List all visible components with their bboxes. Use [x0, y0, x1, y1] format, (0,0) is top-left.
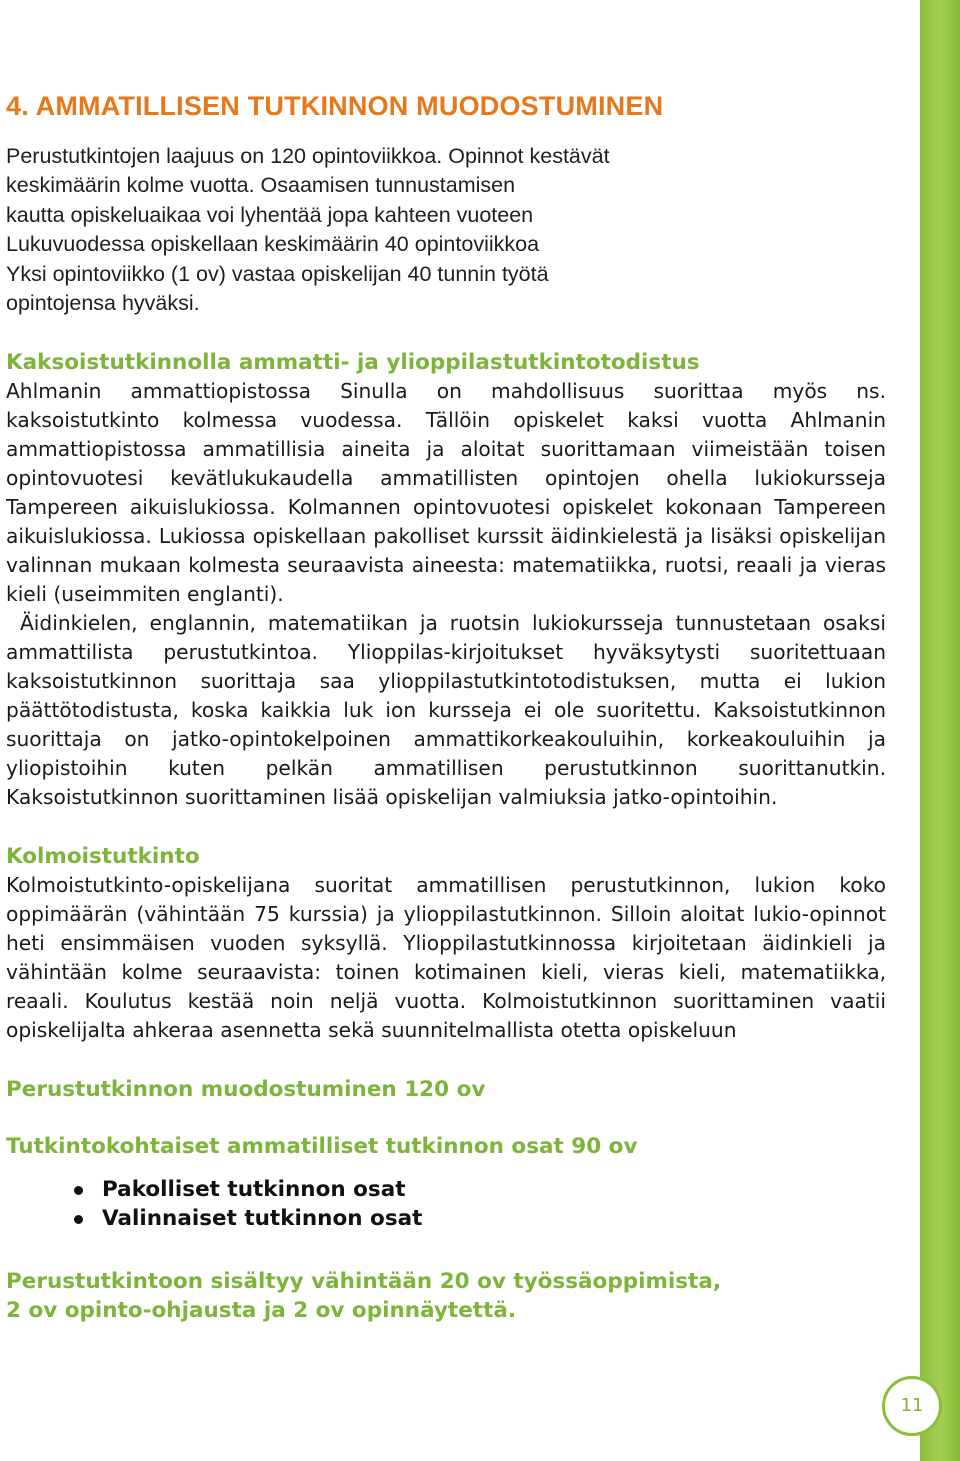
- intro-line: kautta opiskeluaikaa voi lyhentää jopa kahteen vuoteen: [6, 202, 534, 227]
- page-number: 11: [882, 1376, 942, 1436]
- section-heading-double-degree: Kaksoistutkinnolla ammatti- ja ylioppilastutkintotodistus: [6, 350, 700, 376]
- page-title: 4. AMMATILLISEN TUTKINNON MUODOSTUMINEN: [6, 91, 664, 121]
- decorative-sidebar: [920, 0, 960, 1461]
- list-item: [102, 1204, 886, 1233]
- intro-line: Lukuvuodessa opiskellaan keskimäärin 40 opintoviikkoa: [6, 232, 540, 257]
- summary-footer-line: 2 ov opinto-ohjausta ja 2 ov opinnäytettä.: [6, 1298, 517, 1324]
- degree-parts-list: [6, 1175, 886, 1233]
- section-paragraph: Ahlmanin ammattiopistossa Sinulla on mahdollisuus suorittaa myös ns. kaksoistutkinto kolmessa vuodessa. Tällöin opiskelet kaksi vuotta Ahlmanin ammattiopistossa ammatillisia aineita ja aloitat suorittamaan viimeistään toisen opintovuotesi kevätlukukaudella ammatillisten opintojen ohella lukiokursseja Tampereen aikuislukiossa. Kolmannen opintovuotesi opiskelet kokonaan Tampereen aikuislukiossa. Lukiossa opiskellaan pakolliset kurssit äidinkielestä ja lisäksi opiskelijan valinnan mukaan kolmesta seuraavista aineesta: matematiikka, ruotsi, reaali ja vieras kieli (useimmiten englanti).: [6, 379, 886, 607]
- summary-footer-line: Perustutkintoon sisältyy vähintään 20 ov työssäoppimista,: [6, 1269, 722, 1295]
- summary-heading-basic-degree: Perustutkinnon muodostuminen 120 ov: [6, 1077, 486, 1103]
- summary-heading-vocational-parts: Tutkintokohtaiset ammatilliset tutkinnon osat 90 ov: [6, 1134, 638, 1160]
- page-content: [6, 88, 886, 1325]
- intro-line: keskimäärin kolme vuotta. Osaamisen tunnustamisen: [6, 173, 516, 198]
- list-item: [102, 1175, 886, 1204]
- bullet-icon: [74, 1215, 83, 1224]
- bullet-icon: [74, 1186, 83, 1195]
- intro-line: Perustutkintojen laajuus on 120 opintoviikkoa. Opinnot kestävät: [6, 144, 610, 168]
- section-paragraph: Äidinkielen, englannin, matematiikan ja ruotsin lukiokursseja tunnustetaan osaksi ammattilista perustutkintoa. Ylioppilas-kirjoitukset hyväksytysti suoritettuaan kaksoistutkinnon suorittaja saa ylioppilastutkintotodistuksen, mutta ei lukion päättötodistusta, koska kaikkia luk ion kursseja ei ole suoritettu. Kaksoistutkinnon suorittaja on jatko-opintokelpoinen ammattikorkeakouluihin, korkeakouluihin ja yliopistoihin kuten pelkän ammatillisen perustutkinnon suorittanutkin. Kaksoistutkinnon suorittaminen lisää opiskelijan valmiuksia jatko-opintoihin.: [6, 611, 886, 810]
- list-item-label: Pakolliset tutkinnon osat: [102, 1177, 406, 1203]
- intro-block: [6, 142, 886, 318]
- section-paragraph: Kolmoistutkinto-opiskelijana suoritat ammatillisen perustutkinnon, lukion koko oppimäärän (vähintään 75 kurssia) ja ylioppilastutkinnon. Silloin aloitat lukio-opinnot heti ensimmäisen vuoden syksyllä. Ylioppilastutkinnossa kirjoitetaan äidinkieli ja vähintään kolme seuraavista: toinen kotimainen kieli, vieras kieli, matematiikka, reaali. Koulutus kestää noin neljä vuotta. Kolmoistutkinnon suorittaminen vaatii opiskelijalta ahkeraa asennetta sekä suunnitelmallista otetta opiskeluun: [6, 873, 886, 1043]
- section-heading-triple-degree: Kolmoistutkinto: [6, 844, 200, 870]
- intro-line: Yksi opintoviikko (1 ov) vastaa opiskelijan 40 tunnin työtä: [6, 261, 549, 286]
- list-item-label: Valinnaiset tutkinnon osat: [102, 1206, 423, 1232]
- intro-line: opintojensa hyväksi.: [6, 291, 200, 316]
